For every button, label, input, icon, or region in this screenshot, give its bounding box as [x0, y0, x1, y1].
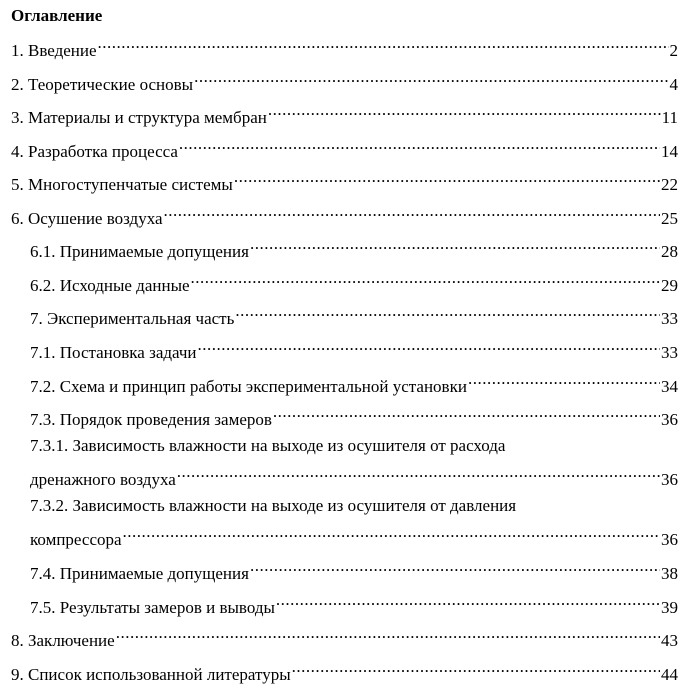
toc-entry[interactable] — [0, 553, 690, 587]
toc-entry[interactable] — [0, 298, 690, 332]
toc-entry-label: 6.2. Исходные данные — [30, 276, 190, 295]
toc-leader-dots — [276, 587, 660, 613]
toc-title: Оглавление — [11, 6, 103, 25]
toc-entry[interactable] — [0, 97, 690, 131]
toc-entry-page: 2 — [669, 41, 678, 60]
toc-entry-page: 36 — [661, 530, 678, 549]
toc-entry-page: 25 — [661, 209, 678, 228]
toc-entry-page: 36 — [661, 410, 678, 429]
toc-entry-page: 4 — [669, 75, 678, 94]
toc-leader-dots — [250, 553, 660, 579]
toc-entry[interactable] — [0, 131, 690, 165]
toc-entry[interactable] — [0, 231, 690, 265]
toc-leader-dots — [292, 654, 660, 680]
toc-entry-page: 34 — [661, 377, 678, 396]
toc-entry-page: 43 — [661, 631, 678, 650]
toc-entry-page: 28 — [661, 242, 678, 261]
toc-entry-label-line1: 7.3.1. Зависимость влажности на выходе из осушителя от расхода — [30, 436, 506, 455]
toc-entry-label: 3. Материалы и структура мембран — [11, 108, 267, 127]
toc-leader-dots — [116, 620, 660, 646]
toc-entry-label: 5. Многоступенчатые системы — [11, 175, 233, 194]
toc-entry[interactable] — [0, 64, 690, 98]
toc-leader-dots — [235, 298, 660, 324]
toc-entry-page: 33 — [661, 309, 678, 328]
toc-entry[interactable] — [0, 620, 690, 654]
toc-entry-label: 1. Введение — [11, 41, 97, 60]
toc-entry-label: 6. Осушение воздуха — [11, 209, 163, 228]
toc-entry-page: 44 — [661, 665, 678, 684]
toc-entry[interactable] — [0, 164, 690, 198]
toc-entry-label: 7.5. Результаты замеров и выводы — [30, 598, 275, 617]
toc-entry-label-line2: дренажного воздуха — [30, 470, 176, 489]
toc-entry-label-line1: 7.3.2. Зависимость влажности на выходе из осушителя от давления — [30, 496, 517, 515]
toc-leader-dots — [198, 332, 660, 358]
toc-leader-dots — [123, 519, 660, 545]
toc-entry[interactable] — [0, 654, 690, 688]
toc-entry-page: 38 — [661, 564, 678, 583]
toc-leader-dots — [191, 265, 660, 291]
toc-entry[interactable] — [0, 198, 690, 232]
toc-entry[interactable] — [0, 366, 690, 400]
toc-leader-dots — [98, 30, 669, 56]
toc-entry[interactable] — [0, 587, 690, 621]
toc-entry-page: 22 — [661, 175, 678, 194]
toc-leader-dots — [234, 164, 660, 190]
toc-leader-dots — [273, 399, 660, 425]
toc-entry[interactable] — [0, 433, 690, 493]
toc-entry-page: 36 — [661, 470, 678, 489]
toc-entry-label: 2. Теоретические основы — [11, 75, 194, 94]
toc-entry-label: 6.1. Принимаемые допущения — [30, 242, 249, 261]
toc-entry-label: 7.4. Принимаемые допущения — [30, 564, 249, 583]
toc-entry[interactable] — [0, 265, 690, 299]
toc-entry-label: 9. Список использованной литературы — [11, 665, 291, 684]
toc-entry-page: 39 — [661, 598, 678, 617]
toc-leader-dots — [268, 97, 661, 123]
toc-entry-page: 29 — [661, 276, 678, 295]
toc-entry-label: 7.1. Постановка задачи — [30, 343, 197, 362]
toc-entry-label: 7. Экспериментальная часть — [30, 309, 235, 328]
toc-entry-label: 7.3. Порядок проведения замеров — [30, 410, 272, 429]
toc-entry-label: 4. Разработка процесса — [11, 142, 178, 161]
toc-leader-dots — [164, 198, 660, 224]
toc-leader-dots — [179, 131, 660, 157]
toc-entry-label-line2: компрессора — [30, 530, 122, 549]
toc-entry-page: 11 — [661, 108, 678, 127]
toc-entry-page: 14 — [661, 142, 678, 161]
toc-leader-dots — [177, 459, 660, 485]
toc-leader-dots — [194, 64, 668, 90]
toc-entry[interactable] — [0, 493, 690, 553]
toc-entry-label: 7.2. Схема и принцип работы экспериментальной установки — [30, 377, 467, 396]
toc-entry[interactable] — [0, 332, 690, 366]
toc-entry-page: 33 — [661, 343, 678, 362]
toc-entry-label: 8. Заключение — [11, 631, 115, 650]
toc-leader-dots — [250, 231, 660, 257]
toc-leader-dots — [468, 366, 660, 392]
toc-entry[interactable] — [0, 30, 690, 64]
toc-entry[interactable] — [0, 399, 690, 433]
